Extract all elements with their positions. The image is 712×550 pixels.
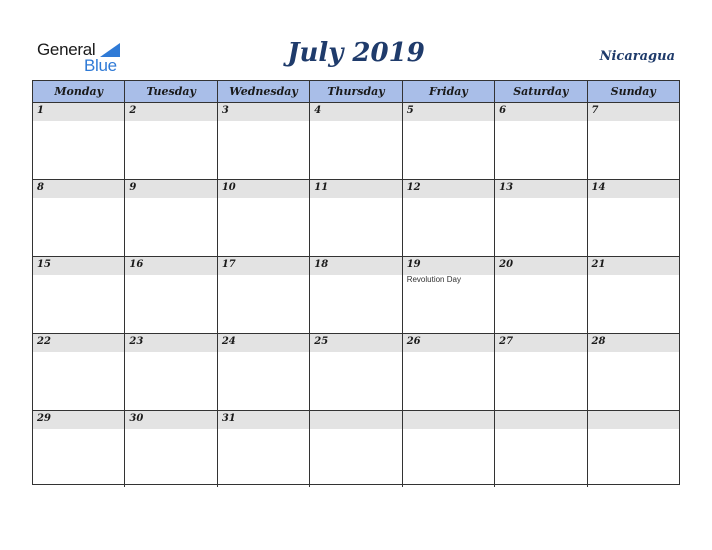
weekday-sunday: Sunday [610,85,656,98]
day-number: 19 [406,259,421,270]
day-number: 6 [499,105,507,116]
day-cell[interactable] [495,411,587,487]
country-name: Nicaragua [599,49,675,64]
day-cell[interactable] [495,334,587,410]
day-header-strip [588,103,679,121]
day-number: 2 [129,105,137,116]
weekday-saturday: Saturday [495,81,587,102]
day-cell[interactable] [125,334,217,410]
calendar-title: July 2019 [287,38,425,68]
day-header-strip [310,411,401,429]
day-number: 13 [499,182,514,193]
weekday-tuesday: Tuesday [125,81,217,102]
day-number: 1 [37,105,44,116]
day-number: 29 [37,413,51,424]
day-cell[interactable] [403,257,495,333]
day-number: 17 [221,259,236,270]
day-header-strip [125,180,216,198]
day-number: 14 [591,182,606,193]
day-cell[interactable] [495,257,587,333]
day-cell[interactable] [588,257,679,333]
weekday-friday: Friday [403,81,495,102]
day-cell[interactable] [588,180,679,256]
day-cell[interactable] [125,103,217,179]
day-cell[interactable] [403,103,495,179]
calendar-grid [32,80,680,485]
day-cell[interactable] [403,334,495,410]
day-cell[interactable] [218,334,310,410]
day-cell[interactable] [218,257,310,333]
day-cell[interactable] [495,180,587,256]
weekday-wednesday: Wednesday [218,81,310,102]
weekday-monday: Monday [33,81,125,102]
day-number: 26 [406,336,421,347]
day-number: 22 [37,336,51,347]
day-number: 24 [221,336,236,347]
day-cell[interactable] [310,411,402,487]
day-header-strip [495,411,586,429]
day-number: 18 [314,259,329,270]
holiday-label: Revolution Day [406,275,461,284]
day-number: 4 [314,105,322,116]
day-number: 5 [406,105,414,116]
day-number: 20 [499,259,514,270]
week-row [33,334,679,411]
day-cell[interactable] [125,411,217,487]
day-cell[interactable] [310,257,402,333]
day-number: 15 [37,259,51,270]
week-row [33,411,679,487]
day-number: 31 [221,413,236,424]
week-row [33,257,679,334]
day-cell[interactable] [33,257,125,333]
day-number: 28 [591,336,606,347]
logo-text-general: General [37,40,96,59]
day-cell[interactable] [588,103,679,179]
day-cell[interactable] [403,180,495,256]
day-cell[interactable] [125,180,217,256]
day-number: 23 [129,336,144,347]
day-number: 25 [314,336,329,347]
day-cell[interactable] [403,411,495,487]
day-number: 27 [499,336,514,347]
day-number: 21 [591,259,606,270]
day-number: 3 [221,105,229,116]
logo-text-blue: Blue [84,56,117,75]
day-header-strip [403,103,494,121]
day-cell[interactable] [33,411,125,487]
day-cell[interactable] [218,180,310,256]
day-cell[interactable] [33,103,125,179]
day-header-strip [588,411,679,429]
day-cell[interactable] [125,257,217,333]
day-header-strip [218,103,309,121]
day-number: 8 [37,182,44,193]
week-row [33,180,679,257]
day-cell[interactable] [495,103,587,179]
day-cell[interactable] [33,180,125,256]
day-number: 12 [406,182,421,193]
day-header-strip [495,103,586,121]
day-header-strip [33,180,124,198]
day-number: 9 [129,182,137,193]
day-cell[interactable] [588,411,679,487]
day-number: 10 [221,182,236,193]
weekday-thursday: Thursday [310,81,402,102]
weeks-container [33,103,679,487]
day-cell[interactable] [33,334,125,410]
day-header-strip [310,103,401,121]
weekday-header [33,81,679,103]
day-number: 30 [129,413,144,424]
day-number: 16 [129,259,144,270]
day-cell[interactable] [310,103,402,179]
day-cell[interactable] [218,411,310,487]
day-number: 7 [591,105,599,116]
day-header-strip [33,103,124,121]
day-number: 11 [314,182,329,193]
day-cell[interactable] [310,180,402,256]
day-cell[interactable] [218,103,310,179]
day-header-strip [403,411,494,429]
day-cell[interactable] [588,334,679,410]
day-header-strip [125,103,216,121]
week-row [33,103,679,180]
day-cell[interactable] [310,334,402,410]
